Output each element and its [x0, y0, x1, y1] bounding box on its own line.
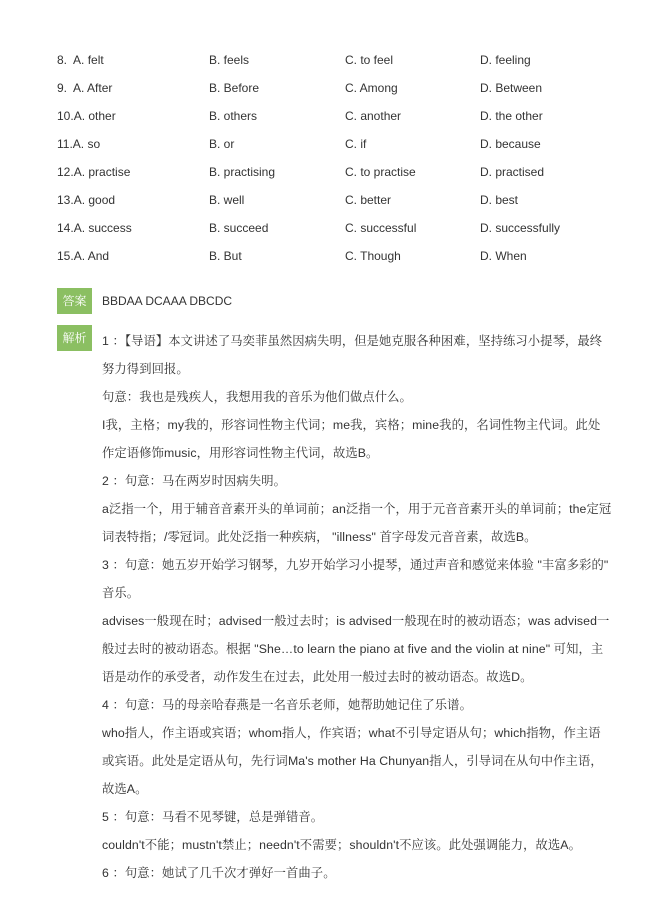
- option-b: B. practising: [209, 165, 276, 179]
- question-number: 12.: [57, 165, 74, 179]
- analysis-line: 故选A。: [102, 782, 148, 796]
- answer-text: BBDAA DCAAA DBCDC: [102, 294, 233, 308]
- question-number: 10.: [57, 109, 74, 123]
- analysis-line: 努力得到回报。: [102, 362, 189, 376]
- analysis-line: 句意：我也是残疾人，我想用我的音乐为他们做点什么。: [102, 390, 412, 404]
- option-c: C. Among: [345, 81, 398, 95]
- option-c: C. to practise: [345, 165, 416, 179]
- analysis-body: [102, 327, 612, 887]
- option-b: B. Before: [209, 81, 260, 95]
- analysis-line: 音乐。: [102, 586, 140, 600]
- option-a-text: A. After: [73, 81, 113, 95]
- question-number: 14.: [57, 221, 74, 235]
- analysis-line: advises一般现在时；advised一般过去时；is advised一般现在时的被动语态；was advised一: [102, 614, 610, 628]
- option-d: D. When: [480, 249, 527, 263]
- analysis-line: couldn't不能；mustn't禁止；needn't不需要；shouldn't不应该。此处强调能力，故选A。: [102, 838, 581, 852]
- option-d: D. feeling: [480, 53, 531, 67]
- option-b: B. But: [209, 249, 242, 263]
- option-c: C. if: [345, 137, 367, 151]
- analysis-line: 5 ：句意：马看不见琴键，总是弹错音。: [102, 810, 324, 824]
- option-a: [57, 193, 115, 207]
- analysis-line: a泛指一个，用于辅音音素开头的单词前；an泛指一个，用于元音音素开头的单词前；the定冠: [102, 502, 612, 516]
- option-a-text: A. good: [73, 193, 116, 207]
- option-a: [57, 137, 100, 151]
- option-b: B. others: [209, 109, 258, 123]
- option-d: D. practised: [480, 165, 545, 179]
- option-b: B. succeed: [209, 221, 269, 235]
- option-a: [57, 81, 112, 95]
- option-b: B. or: [209, 137, 235, 151]
- question-number: 13.: [57, 193, 74, 207]
- option-b: B. well: [209, 193, 245, 207]
- analysis-tag: 解析: [57, 325, 92, 351]
- analysis-line: 1 ：【导语】本文讲述了马奕菲虽然因病失明，但是她克服各种困难，坚持练习小提琴，最终: [102, 334, 603, 348]
- option-d: D. successfully: [480, 221, 561, 235]
- option-a-text: A. other: [73, 109, 116, 123]
- option-c: C. to feel: [345, 53, 394, 67]
- option-row-11: [57, 130, 617, 158]
- analysis-line: 词表特指；/零冠词。此处泛指一种疾病， "illness" 首字母发元音音素，故选B。: [102, 530, 537, 544]
- option-a: [57, 109, 116, 123]
- analysis-line: 4 ：句意：马的母亲哈春燕是一名音乐老师，她帮助她记住了乐谱。: [102, 698, 472, 712]
- analysis-line: 语是动作的承受者，动作发生在过去，此处用一般过去时的被动语态。故选D。: [102, 670, 533, 684]
- option-row-14: [57, 214, 617, 242]
- option-row-9: [57, 74, 617, 102]
- analysis-line: 3 ：句意：她五岁开始学习钢琴，九岁开始学习小提琴，通过声音和感觉来体验 "丰富多彩的": [102, 558, 609, 572]
- analysis-line: I我，主格；my我的，形容词性物主代词；me我，宾格；mine我的，名词性物主代词。此处: [102, 418, 601, 432]
- option-a-text: A. practise: [73, 165, 131, 179]
- option-d: D. Between: [480, 81, 543, 95]
- option-c: C. successful: [345, 221, 417, 235]
- option-row-12: [57, 158, 617, 186]
- analysis-line: 6 ：句意：她试了几千次才弹好一首曲子。: [102, 866, 336, 880]
- question-number: 8.: [57, 53, 68, 67]
- option-c: C. another: [345, 109, 402, 123]
- analysis-line: 般过去时的被动语态。根据 "She…to learn the piano at five and the violin at nine" 可知，主: [102, 642, 604, 656]
- option-a: [57, 165, 130, 179]
- option-a: [57, 221, 132, 235]
- option-a: [57, 53, 104, 67]
- option-a: [57, 249, 109, 263]
- option-a-text: A. success: [73, 221, 132, 235]
- option-d: D. because: [480, 137, 541, 151]
- option-c: C. better: [345, 193, 392, 207]
- option-row-10: [57, 102, 617, 130]
- question-number: 9.: [57, 81, 68, 95]
- option-d: D. the other: [480, 109, 543, 123]
- option-b: B. feels: [209, 53, 250, 67]
- option-a-text: A. And: [73, 249, 110, 263]
- option-row-15: [57, 242, 617, 270]
- analysis-line: 或宾语。此处是定语从句，先行词Ma's mother Ha Chunyan指人，引导词在从句中作主语，: [102, 754, 603, 768]
- analysis-line: who指人，作主语或宾语；whom指人，作宾语；what不引导定语从句；which指物，作主语: [102, 726, 601, 740]
- question-number: 15.: [57, 249, 74, 263]
- options-list: [57, 46, 617, 270]
- option-a-text: A. so: [72, 137, 101, 151]
- option-row-8: [57, 46, 617, 74]
- analysis-line: 2 ：句意：马在两岁时因病失明。: [102, 474, 287, 488]
- answer-tag: 答案: [57, 288, 92, 314]
- option-a-text: A. felt: [73, 53, 104, 67]
- analysis-line: 作定语修饰music，用形容词性物主代词，故选B。: [102, 446, 379, 460]
- option-c: C. Though: [345, 249, 401, 263]
- question-number: 11.: [57, 137, 73, 151]
- option-row-13: [57, 186, 617, 214]
- option-d: D. best: [480, 193, 519, 207]
